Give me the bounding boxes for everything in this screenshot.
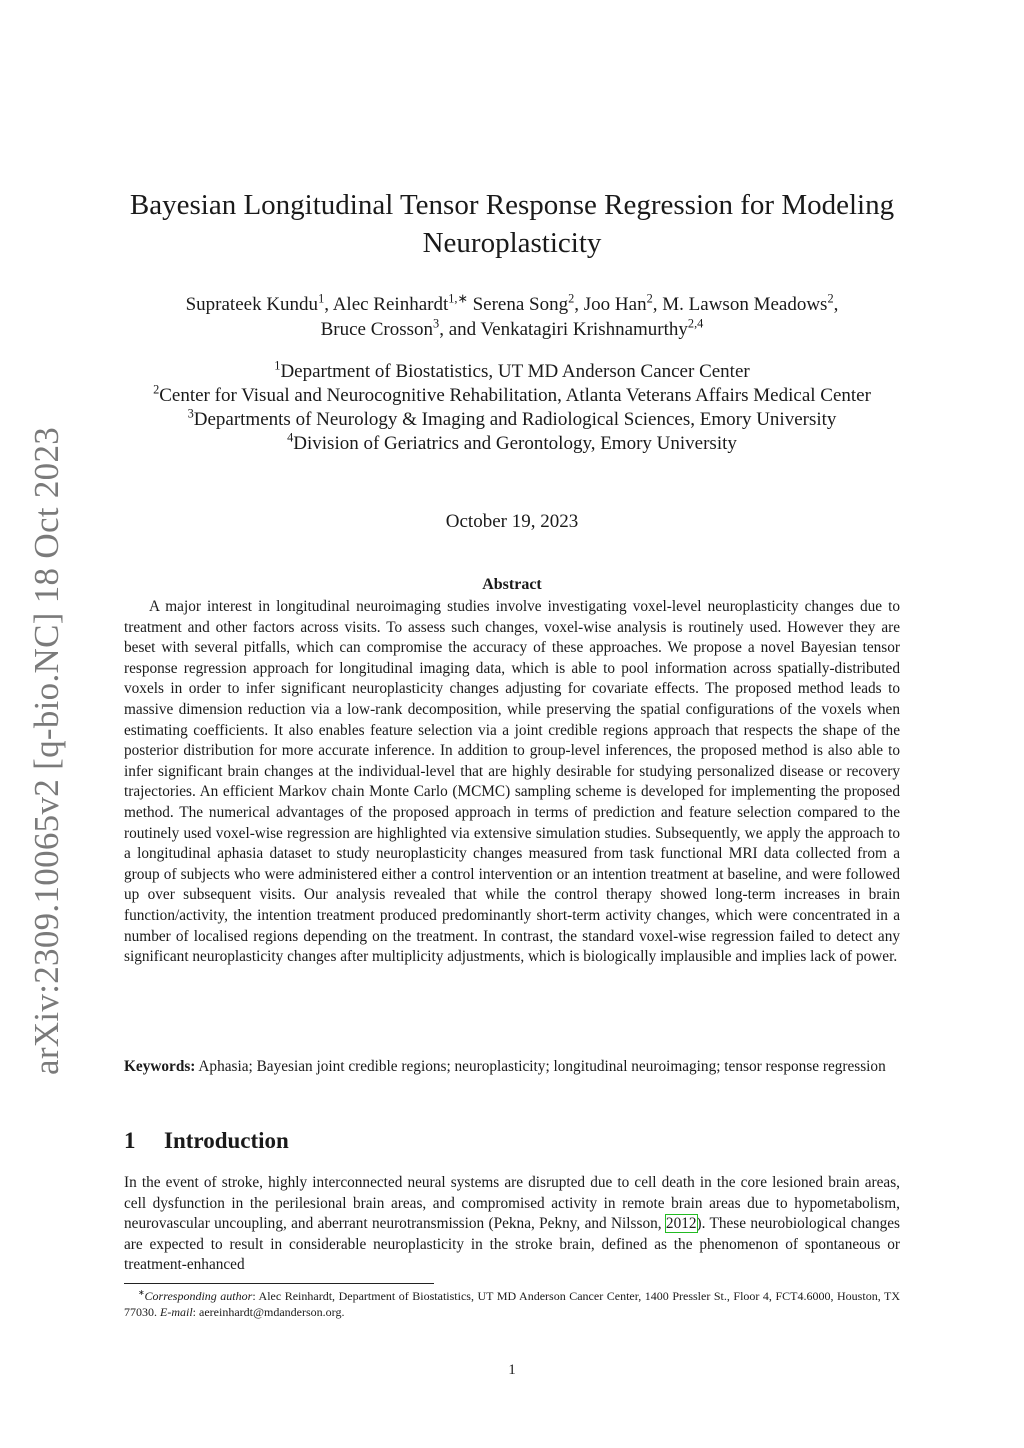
affiliation-text: Department of Biostatistics, UT MD Anderson Cancer Center xyxy=(280,361,750,382)
keywords-text: Aphasia; Bayesian joint credible regions; neuroplasticity; longitudinal neuroimaging; tensor response regression xyxy=(198,1058,886,1075)
citation-link[interactable]: 2012 xyxy=(665,1215,697,1233)
author-affil-sup: 2 xyxy=(646,291,653,306)
author-name: Venkatagiri Krishnamurthy xyxy=(480,319,688,340)
author-name: Serena Song xyxy=(472,294,569,315)
arxiv-identifier[interactable]: arXiv:2309.10065v2 [q-bio.NC] 18 Oct 2023 xyxy=(27,426,66,1075)
footnote-text: : Alec Reinhardt, Department of Biostatistics, UT MD Anderson Cancer Center, 1400 Pressler St., Floor 4, FCT4.6000, Houston, TX 77030. xyxy=(124,1289,901,1319)
author-sep: , xyxy=(652,294,663,315)
keywords-block xyxy=(124,1057,900,1078)
affiliation-item xyxy=(112,408,912,432)
author-affil-sup[interactable]: 1,∗ xyxy=(448,291,468,306)
page-number: 1 xyxy=(508,1362,516,1378)
abstract-heading: Abstract xyxy=(482,576,542,593)
publication-date: October 19, 2023 xyxy=(445,511,579,532)
author-name: Joo Han xyxy=(583,294,647,315)
footnote-marker: ∗ xyxy=(138,1288,145,1297)
footnote-corresponding-author xyxy=(124,1288,900,1320)
author-affil-sup: 2 xyxy=(827,291,834,306)
author-affil-sup: 1 xyxy=(318,291,325,306)
author-name: Bruce Crosson xyxy=(320,319,434,340)
abstract-text: A major interest in longitudinal neuroimaging studies involve investigating voxel-level neuroplasticity changes due to treatment and other factors across visits. To assess such changes, voxel-wise analysis is routinely used. However they are beset with several pitfalls, which can compromise the accuracy of these approaches. We propose a novel Bayesian tensor response regression approach for longitudinal imaging data, which is able to pool information across spatially-distributed voxels in order to infer significant neuroplasticity changes adjusting for covariate effects. The proposed method leads to massive dimension reduction via a low-rank decomposition, while preserving the spatial configurations of the voxels when estimating coefficients. It also enables feature selection via a joint credible regions approach that respects the shape of the posterior distribution for more accurate inference. In addition to group-level inferences, the proposed method is also able to infer significant brain changes at the individual-level that are highly desirable for studying personalized disease or recovery trajectories. An efficient Markov chain Monte Carlo (MCMC) sampling scheme is developed for implementing the proposed method. The numerical advantages of the proposed approach in terms of prediction and feature selection compared to the routinely used voxel-wise regression are highlighted via extensive simulation studies. Subsequently, we apply the approach to a longitudinal aphasia dataset to study neuroplasticity changes measured from task functional MRI data collected from a group of subjects who were administered either a control intervention or an intention treatment at baseline, and were followed up over subsequent visits. Our analysis revealed that while the control therapy showed long-term increases in brain function/activity, the intention treatment produced predominantly short-term activity changes, which were concentrated in a number of localised regions depending on the treatment. In contrast, the standard voxel-wise regression failed to detect any significant neuroplasticity changes after multiplicity adjustments, which is biologically implausible and implies lack of power. xyxy=(124,598,900,966)
section-title: Introduction xyxy=(164,1128,289,1153)
affiliation-text: Center for Visual and Neurocognitive Rehabilitation, Atlanta Veterans Affairs Medical Center xyxy=(159,385,871,406)
author-affil-sup: 2 xyxy=(568,291,575,306)
author-name: Suprateek Kundu xyxy=(185,294,319,315)
affiliation-item xyxy=(112,384,912,408)
author-list xyxy=(112,292,912,342)
affiliation-text: Departments of Neurology & Imaging and Radiological Sciences, Emory University xyxy=(193,409,837,430)
author-sep: , xyxy=(324,294,333,315)
introduction-paragraph xyxy=(124,1173,900,1276)
affiliation-item xyxy=(112,360,912,384)
title-line-1: Bayesian Longitudinal Tensor Response Regression for Modeling xyxy=(129,189,895,221)
author-sep: , xyxy=(833,294,839,315)
author-name: M. Lawson Meadows xyxy=(662,294,828,315)
author-name: Alec Reinhardt xyxy=(332,294,449,315)
intro-text-part2: ). These neurobiological changes are expected to result in considerable neuroplasticity in the stroke brain, defined as the phenomenon of spontaneous or treatment-enhanced xyxy=(124,1215,900,1274)
author-affil-sup: 2,4 xyxy=(687,316,704,331)
paper-title xyxy=(112,186,912,262)
section-heading-introduction xyxy=(124,1128,289,1154)
affiliation-sup: 4 xyxy=(287,430,294,445)
affiliation-sup: 1 xyxy=(274,358,281,373)
author-sep: , and xyxy=(439,319,481,340)
title-line-2: Neuroplasticity xyxy=(422,227,602,259)
keywords-label: Keywords: xyxy=(124,1058,196,1075)
intro-text-part1: In the event of stroke, highly interconnected neural systems are disrupted due to cell death in the core lesioned brain areas, cell dysfunction in the perilesional brain areas, and compromised activity in remote brain areas due to hypometabolism, neurovascular uncoupling, and aberrant neurotransmission (Pekna, Pekny, and Nilsson, xyxy=(124,1174,900,1233)
section-number: 1 xyxy=(124,1128,136,1153)
affiliation-text: Division of Geriatrics and Gerontology, Emory University xyxy=(293,433,737,454)
footnote-label: Corresponding author xyxy=(144,1289,253,1303)
author-affil-sup: 3 xyxy=(433,316,440,331)
affiliation-sup: 2 xyxy=(153,382,160,397)
footnote-divider xyxy=(124,1283,434,1284)
affiliation-list xyxy=(112,360,912,456)
author-sep: , xyxy=(574,294,584,315)
footnote-email-label: E-mail xyxy=(160,1305,193,1319)
footnote-email: : aereinhardt@mdanderson.org. xyxy=(192,1305,345,1319)
affiliation-sup: 3 xyxy=(187,406,194,421)
affiliation-item xyxy=(112,432,912,456)
